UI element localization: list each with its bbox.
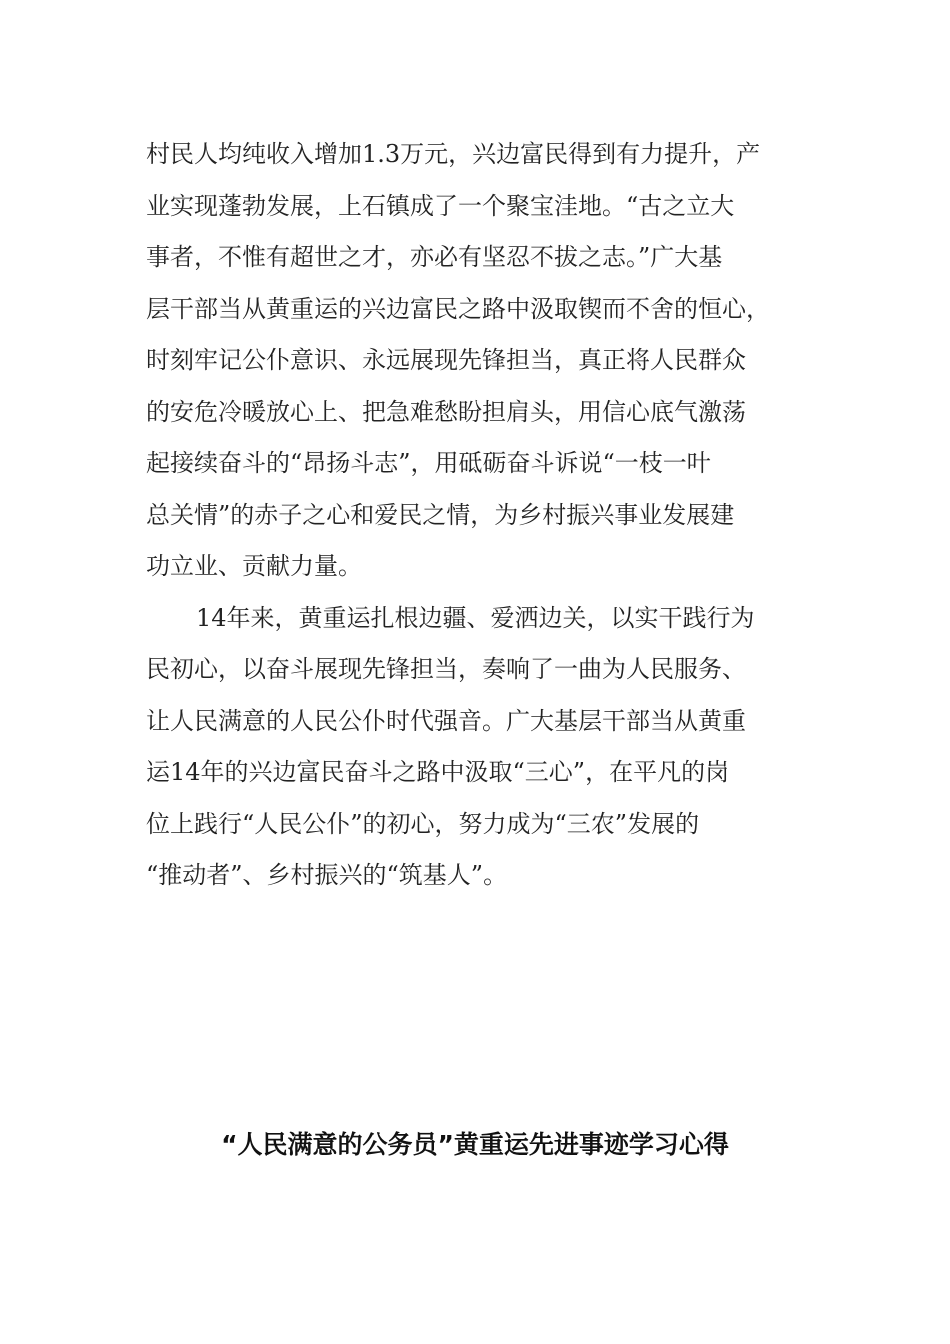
paragraph-1 (146, 129, 806, 593)
next-article-title: “人民满意的公务员”黄重运先进事迹学习心得 (221, 1130, 729, 1159)
paragraph-1-line-3: 事者，不惟有超世之才，亦必有坚忍不拔之志。”广大基 (146, 243, 723, 271)
paragraph-2-line-4: 运14年的兴边富民奋斗之路中汲取“三心”，在平凡的岗 (146, 758, 730, 786)
paragraph-2 (146, 593, 806, 902)
paragraph-2-line-5: 位上践行“人民公仆”的初心，努力成为“三农”发展的 (146, 809, 700, 838)
paragraph-2-line-3: 让人民满意的人民公仆时代强音。广大基层干部当从黄重 (146, 706, 746, 735)
paragraph-2-line-6: “推动者”、乡村振兴的“筑基人”。 (146, 861, 508, 889)
paragraph-1-line-8: 总关情”的赤子之心和爱民之情，为乡村振兴事业发展建 (146, 500, 735, 529)
article-body (146, 129, 806, 902)
paragraph-1-line-1: 村民人均纯收入增加1.3万元，兴边富民得到有力提升，产 (146, 140, 761, 168)
paragraph-1-line-9: 功立业、贡献力量。 (146, 552, 362, 580)
paragraph-1-line-7: 起接续奋斗的“昂扬斗志”，用砥砺奋斗诉说“一枝一叶 (146, 449, 711, 477)
paragraph-1-line-6: 的安危冷暖放心上、把急难愁盼担肩头，用信心底气激荡 (146, 397, 746, 426)
paragraph-1-line-5: 时刻牢记公仆意识、永远展现先锋担当，真正将人民群众 (146, 346, 746, 374)
paragraph-1-line-4: 层干部当从黄重运的兴边富民之路中汲取锲而不舍的恒心， (146, 294, 770, 323)
paragraph-2-line-1: 14年来，黄重运扎根边疆、爱洒边关，以实干践行为 (196, 603, 755, 632)
paragraph-1-line-2: 业实现蓬勃发展，上石镇成了一个聚宝洼地。“古之立大 (146, 191, 735, 220)
paragraph-2-line-2: 民初心，以奋斗展现先锋担当，奏响了一曲为人民服务、 (146, 655, 746, 683)
